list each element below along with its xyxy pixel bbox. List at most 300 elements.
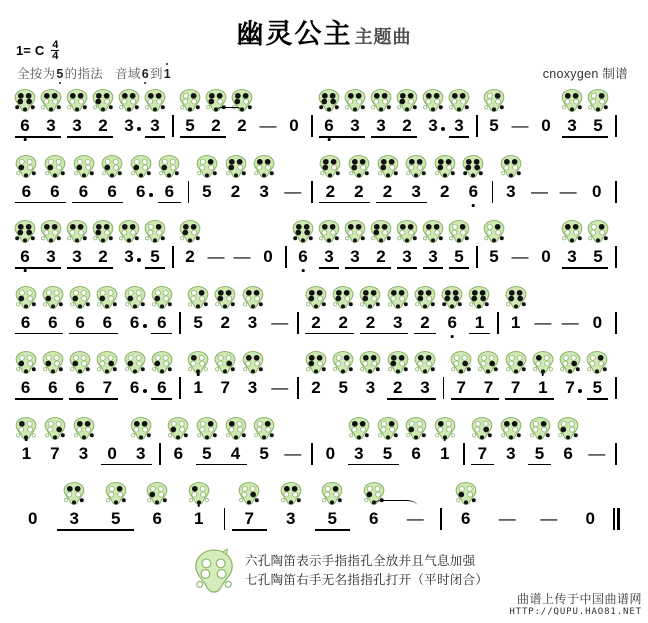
ocarina-fingering-icon — [317, 88, 341, 113]
note: 0 — [591, 181, 602, 201]
note: 6 — [107, 181, 117, 201]
ocarina-fingering-icon — [386, 350, 410, 375]
time-signature — [51, 40, 59, 61]
beam-line — [196, 464, 247, 466]
ocarina-fingering — [404, 154, 428, 179]
note: 6 — [20, 378, 31, 397]
key-value: C — [34, 43, 45, 59]
ocarina-fingering — [317, 219, 341, 244]
note: 1 — [434, 444, 456, 464]
ocarina-fingering — [331, 285, 355, 310]
ocarina-fingering-icon — [440, 285, 464, 310]
note: 5 — [454, 247, 464, 266]
ocarina-fingering — [499, 416, 523, 441]
note: 2 — [220, 312, 231, 332]
note: 6 — [152, 509, 162, 528]
beam-line — [505, 398, 553, 400]
octave-high-dot — [197, 504, 200, 507]
note: 3 — [402, 247, 412, 266]
ocarina-fingering-icon — [91, 88, 115, 113]
ocarina-fingering-icon — [331, 350, 355, 375]
barline — [297, 312, 299, 334]
ocarina-fingering — [117, 88, 141, 113]
note: 6 — [461, 509, 471, 528]
beam-line — [371, 136, 417, 138]
ocarina-fingering-icon — [291, 219, 315, 244]
ocarina-fingering — [558, 350, 582, 375]
ocarina-fingering — [482, 219, 506, 244]
ocarina-fingering — [187, 481, 211, 506]
fingering-row — [12, 88, 636, 116]
ocarina-fingering-icon — [129, 416, 153, 441]
ocarina-fingering — [143, 219, 167, 244]
note: 2 — [98, 116, 108, 135]
ocarina-fingering — [386, 350, 410, 375]
ocarina-fingering — [556, 416, 580, 441]
octave-high-dot — [25, 439, 28, 442]
ocarina-fingering — [224, 154, 248, 179]
ocarina-fingering-icon — [14, 416, 38, 441]
ocarina-fingering-icon — [586, 88, 610, 113]
ocarina-fingering — [586, 88, 610, 113]
beam-line — [69, 398, 117, 400]
note-row — [12, 182, 636, 208]
ocarina-fingering — [318, 154, 342, 179]
ocarina-fingering-icon — [413, 285, 437, 310]
ocarina-fingering-icon — [449, 350, 473, 375]
octave-high-dot — [542, 373, 545, 376]
ocarina-fingering-icon — [376, 154, 400, 179]
ocarina-fingering — [531, 350, 555, 375]
ocarina-fingering-icon — [470, 416, 494, 441]
beam-line — [397, 267, 417, 269]
ocarina-fingering-icon — [433, 416, 457, 441]
note-row — [12, 247, 636, 273]
beam-line — [305, 333, 353, 335]
ocarina-fingering-icon — [279, 481, 303, 506]
note: 3 — [350, 116, 360, 135]
ocarina-fingering-icon — [104, 481, 128, 506]
note: 6 — [164, 181, 175, 201]
ocarina-fingering — [14, 416, 38, 441]
barline — [443, 377, 445, 399]
note-row — [12, 509, 636, 535]
note: — — [259, 116, 277, 135]
ocarina-fingering-icon — [187, 481, 211, 506]
note: 3 — [286, 509, 296, 528]
ocarina-fingering — [65, 88, 89, 113]
ocarina-fingering-icon — [482, 219, 506, 244]
note: 3 — [428, 247, 438, 266]
ocarina-fingering-icon — [386, 285, 410, 310]
ocarina-fingering-icon — [482, 88, 506, 113]
octave-high-dot — [443, 439, 446, 442]
augmentation-dot — [137, 127, 141, 131]
ocarina-fingering — [499, 154, 523, 179]
ocarina-fingering — [224, 416, 248, 441]
fingering-row — [12, 154, 636, 182]
note: 7 — [456, 378, 466, 397]
ocarina-fingering — [95, 285, 119, 310]
beam-line — [72, 202, 123, 204]
ocarina-fingering-icon — [499, 416, 523, 441]
beam-line — [562, 267, 608, 269]
barline — [615, 115, 617, 137]
ocarina-fingering-icon — [186, 350, 210, 375]
ocarina-fingering — [123, 285, 147, 310]
ocarina-fingering-icon — [560, 219, 584, 244]
ocarina-fingering-icon — [404, 416, 428, 441]
ocarina-fingering-icon — [41, 285, 65, 310]
ocarina-fingering — [72, 416, 96, 441]
note: 2 — [376, 247, 386, 266]
barline — [615, 246, 617, 268]
ocarina-fingering-icon — [129, 154, 153, 179]
ocarina-fingering — [123, 350, 147, 375]
time-numerator: 4 — [52, 39, 59, 51]
barline — [188, 181, 190, 203]
ocarina-fingering — [104, 481, 128, 506]
note: 6 — [14, 116, 36, 136]
range-note: 音域6到1 — [115, 67, 172, 81]
note: 7 — [50, 443, 60, 463]
barline — [476, 246, 478, 268]
note-row — [12, 378, 636, 404]
note: 2 — [211, 116, 221, 135]
augmentation-dot — [137, 258, 141, 262]
ocarina-fingering-icon — [123, 350, 147, 375]
beam-line — [232, 529, 268, 531]
ocarina-fingering-icon — [358, 285, 382, 310]
ocarina-fingering-icon — [404, 154, 428, 179]
note: 2 — [382, 181, 393, 201]
beam-line — [145, 136, 165, 138]
ocarina-fingering — [343, 88, 367, 113]
ocarina-fingering — [560, 219, 584, 244]
range-high-note: 1 — [163, 67, 172, 81]
beam-line — [151, 333, 172, 335]
note: — — [406, 509, 424, 528]
ocarina-fingering-icon — [186, 285, 210, 310]
ocarina-fingering-icon — [461, 154, 485, 179]
music-system — [12, 88, 636, 150]
barline — [615, 377, 617, 399]
ocarina-fingering — [65, 219, 89, 244]
ocarina-fingering — [421, 219, 445, 244]
note: — — [284, 443, 302, 463]
ocarina-fingering-icon — [123, 285, 147, 310]
note: 4 — [230, 443, 241, 463]
ocarina-fingering-icon — [376, 416, 400, 441]
ocarina-fingering-icon — [347, 416, 371, 441]
ocarina-fingering-icon — [237, 481, 261, 506]
note-row — [12, 444, 636, 470]
note: — — [561, 312, 579, 332]
note: — — [511, 247, 529, 266]
ocarina-fingering-icon — [504, 350, 528, 375]
ocarina-fingering — [376, 416, 400, 441]
note: 0 — [592, 312, 603, 332]
note: — — [207, 247, 225, 266]
note: — — [271, 378, 289, 397]
note: — — [284, 181, 302, 201]
ocarina-fingering — [68, 285, 92, 310]
watermark — [509, 590, 642, 617]
ocarina-fingering — [143, 88, 167, 113]
beam-line — [449, 267, 469, 269]
ocarina-fingering-icon — [43, 154, 67, 179]
note: — — [271, 312, 289, 332]
ocarina-fingering-icon — [224, 154, 248, 179]
ocarina-fingering — [320, 481, 344, 506]
note: 6 — [14, 247, 36, 267]
note: 3 — [350, 247, 360, 266]
performance-notes — [17, 64, 172, 82]
fingering-row — [12, 481, 636, 509]
augmentation-dot — [143, 389, 147, 393]
title-subtitle: 主题曲 — [354, 27, 412, 47]
barline — [615, 312, 617, 334]
ocarina-fingering — [454, 481, 478, 506]
ocarina-fingering-icon — [504, 285, 528, 310]
ocarina-fingering — [213, 285, 237, 310]
note: 5 — [592, 378, 603, 397]
ocarina-fingering-icon — [454, 481, 478, 506]
ocarina-fingering-icon — [13, 88, 37, 113]
ocarina-fingering — [213, 350, 237, 375]
note: 3 — [420, 378, 430, 397]
ocarina-fingering — [195, 416, 219, 441]
ocarina-fingering-icon — [157, 154, 181, 179]
ocarina-fingering — [100, 154, 124, 179]
augmentation-dot — [143, 324, 147, 328]
octave-low-dot — [24, 269, 27, 272]
note: 6 — [129, 312, 140, 332]
ocarina-fingering-icon — [421, 88, 445, 113]
note: 5 — [593, 247, 603, 266]
note: 0 — [107, 443, 117, 463]
note: 7 — [483, 378, 494, 397]
legend-line-1: 六孔陶笛表示手指指孔全放并且气息加强 — [245, 553, 476, 568]
note: 0 — [289, 116, 299, 135]
note-row — [12, 116, 636, 142]
ocarina-fingering — [178, 219, 202, 244]
ocarina-fingering — [304, 350, 328, 375]
beam-line — [348, 464, 399, 466]
ocarina-fingering-icon — [143, 88, 167, 113]
note: 5 — [202, 443, 212, 463]
range-low-note: 6 — [141, 67, 149, 81]
ocarina-fingering — [95, 350, 119, 375]
barline — [476, 115, 478, 137]
ocarina-fingering — [482, 88, 506, 113]
beam-line — [423, 267, 443, 269]
ocarina-fingering — [39, 88, 63, 113]
ocarina-fingering — [447, 88, 471, 113]
note: 5 — [193, 312, 203, 332]
beam-line — [15, 398, 63, 400]
ocarina-fingering-icon — [585, 350, 609, 375]
ocarina-fingering — [241, 350, 265, 375]
ocarina-fingering — [461, 154, 485, 179]
beam-line — [145, 267, 165, 269]
ocarina-fingering — [14, 285, 38, 310]
note: 3 — [365, 378, 376, 397]
beam-line — [587, 398, 608, 400]
time-denominator: 4 — [52, 50, 59, 63]
ocarina-fingering — [157, 154, 181, 179]
note: 2 — [402, 116, 412, 135]
note: 7 — [220, 378, 231, 397]
note: 2 — [338, 312, 348, 332]
music-system — [12, 481, 636, 543]
ocarina-fingering-icon — [72, 154, 96, 179]
note: 7 — [510, 378, 521, 397]
note: 5 — [327, 509, 337, 528]
note-row — [12, 313, 636, 339]
ocarina-fingering — [528, 416, 552, 441]
ocarina-fingering — [386, 285, 410, 310]
barline — [297, 377, 299, 399]
slur — [215, 107, 244, 117]
ocarina-fingering-icon — [145, 481, 169, 506]
note: 6 — [21, 181, 32, 201]
ocarina-fingering-icon — [413, 350, 437, 375]
note: 2 — [185, 247, 195, 266]
page-title — [0, 12, 648, 51]
note: 2 — [325, 181, 336, 201]
note: 3 — [428, 116, 438, 135]
barline — [440, 508, 442, 530]
ocarina-fingering-icon — [499, 154, 523, 179]
ocarina-fingering — [252, 416, 276, 441]
ocarina-fingering-icon — [304, 285, 328, 310]
beam-line — [15, 333, 63, 335]
ocarina-fingering-icon — [150, 285, 174, 310]
note: 1 — [510, 312, 521, 332]
legend-line-2: 七孔陶笛右手无名指指孔打开（平时闭合） — [245, 573, 489, 587]
music-system — [12, 285, 636, 347]
beam-line — [319, 267, 339, 269]
ocarina-fingering-icon — [65, 88, 89, 113]
beam-line — [15, 136, 61, 138]
ocarina-fingering — [369, 219, 393, 244]
beam-line — [180, 136, 226, 138]
ocarina-fingering — [440, 285, 464, 310]
ocarina-fingering — [433, 154, 457, 179]
note: 3 — [411, 181, 421, 201]
music-system — [12, 350, 636, 412]
note: 6 — [135, 181, 146, 201]
note: — — [559, 181, 577, 201]
augmentation-dot — [149, 193, 153, 197]
beam-line — [360, 333, 408, 335]
ocarina-fingering-icon — [531, 350, 555, 375]
note: 7 — [102, 378, 113, 397]
note: — — [233, 247, 251, 266]
ocarina-fingering — [504, 285, 528, 310]
ocarina-fingering — [91, 88, 115, 113]
ocarina-fingering-icon — [43, 416, 67, 441]
ocarina-fingering-icon — [178, 88, 202, 113]
ocarina-fingering-icon — [72, 416, 96, 441]
note: 5 — [489, 116, 499, 135]
octave-high-dot — [197, 373, 200, 376]
ocarina-fingering-icon — [317, 219, 341, 244]
ocarina-fingering — [369, 88, 393, 113]
ocarina-fingering — [404, 416, 428, 441]
octave-low-dot — [302, 269, 305, 272]
slur — [372, 500, 418, 510]
ocarina-fingering-icon — [528, 416, 552, 441]
ocarina-fingering-icon — [252, 416, 276, 441]
fingering-row — [12, 416, 636, 444]
ocarina-fingering-icon — [39, 88, 63, 113]
note: 3 — [454, 116, 464, 135]
note: 3 — [124, 116, 134, 135]
barline — [497, 312, 499, 334]
beam-line — [469, 333, 490, 335]
note: 5 — [489, 247, 499, 266]
barline — [615, 443, 617, 465]
note: 6 — [20, 312, 31, 332]
note: — — [511, 116, 529, 135]
beam-line — [15, 267, 61, 269]
ocarina-fingering — [43, 416, 67, 441]
ocarina-fingering-icon — [318, 154, 342, 179]
barline — [224, 508, 226, 530]
barline — [311, 115, 313, 137]
beam-line — [315, 529, 351, 531]
note: 5 — [259, 443, 269, 463]
ocarina-fingering-icon — [476, 350, 500, 375]
note: 1 — [187, 378, 209, 398]
note: — — [540, 509, 558, 528]
beam-line — [345, 267, 391, 269]
note: 3 — [247, 378, 258, 397]
ocarina-fingering — [241, 285, 265, 310]
ocarina-fingering-icon — [395, 219, 419, 244]
barline — [615, 181, 617, 203]
note: 7 — [477, 443, 488, 463]
note: — — [588, 443, 606, 463]
note: 5 — [382, 443, 393, 463]
augmentation-dot — [441, 127, 445, 131]
ocarina-fingering — [413, 350, 437, 375]
note: 6 — [441, 313, 463, 333]
note: 6 — [129, 378, 140, 397]
note: 6 — [48, 312, 58, 332]
note: 0 — [585, 509, 595, 528]
note: 2 — [354, 181, 364, 201]
ocarina-fingering — [504, 350, 528, 375]
ocarina-fingering-icon — [343, 88, 367, 113]
note: 6 — [369, 509, 379, 528]
note: 6 — [173, 443, 184, 463]
ocarina-fingering — [395, 219, 419, 244]
ocarina-fingering — [585, 350, 609, 375]
note: 3 — [72, 116, 82, 135]
ocarina-fingering — [279, 481, 303, 506]
note: 5 — [534, 443, 545, 463]
octave-low-dot — [328, 138, 331, 141]
ocarina-fingering — [150, 350, 174, 375]
ocarina-fingering — [343, 219, 367, 244]
note: — — [498, 509, 516, 528]
note: 3 — [506, 443, 516, 463]
ocarina-fingering-icon — [39, 219, 63, 244]
beam-line — [101, 464, 152, 466]
